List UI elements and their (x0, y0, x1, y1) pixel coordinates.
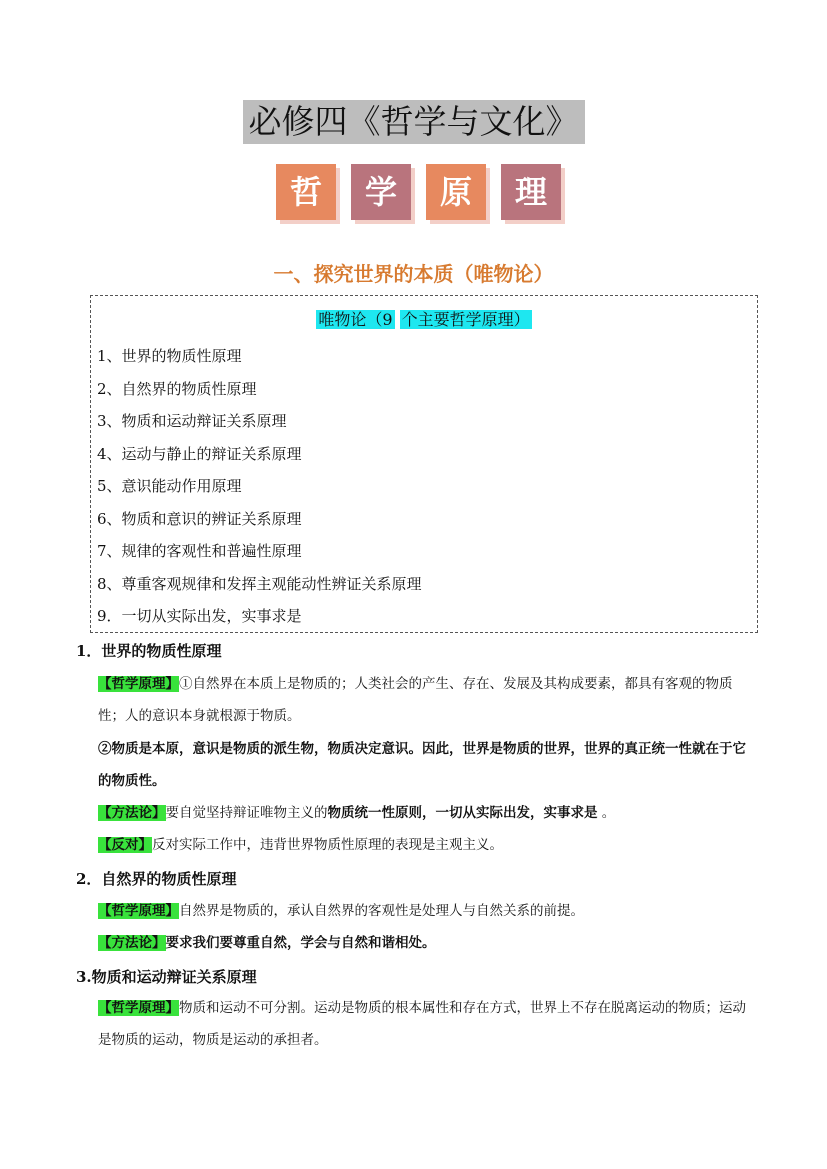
tag-label: 【方法论】 (98, 935, 166, 951)
principles-box (90, 295, 758, 633)
document-title: 必修四《哲学与文化》 (243, 100, 585, 144)
paragraph: 【哲学原理】自然界是物质的，承认自然界的客观性是处理人与自然关系的前提。 (98, 903, 584, 919)
banner-char: 哲 (276, 164, 336, 220)
banner-char: 理 (501, 164, 561, 220)
subsection-heading-1: 1．世界的物质性原理 (76, 642, 222, 660)
list-item: 5、意识能动作用原理 (97, 477, 242, 495)
paragraph: 【反对】反对实际工作中，违背世界物质性原理的表现是主观主义。 (98, 837, 503, 853)
paragraph: 【哲学原理】物质和运动不可分割。运动是物质的根本属性和存在方式，世界上不存在脱离运动的物质；运动是物质的运动，物质是运动的承担者。 (98, 1000, 746, 1048)
paragraph: ②物质是本原，意识是物质的派生物，物质决定意识。因此，世界是物质的世界，世界的真正统一性就在于它的物质性。 (98, 741, 746, 789)
list-item: 1、世界的物质性原理 (97, 347, 242, 365)
subject-banner (276, 164, 576, 226)
title-wrap (0, 100, 827, 144)
tag-label: 【方法论】 (98, 805, 166, 821)
subsection-heading-3: 3.物质和运动辩证关系原理 (76, 968, 257, 986)
list-item: 4、运动与静止的辩证关系原理 (97, 444, 302, 463)
list-item: 3、物质和运动辩证关系原理 (97, 412, 287, 430)
tag-label: 【哲学原理】 (98, 676, 179, 692)
paragraph: 【方法论】要自觉坚持辩证唯物主义的物质统一性原则，一切从实际出发，实事求是 。 (98, 805, 616, 821)
banner-char: 原 (426, 164, 486, 220)
principles-list (97, 346, 422, 639)
subsection-heading-2: 2．自然界的物质性原理 (76, 870, 237, 888)
tag-label: 【哲学原理】 (98, 903, 179, 919)
list-item: 2、自然界的物质性原理 (97, 379, 257, 398)
banner-char: 学 (351, 164, 411, 220)
section-heading: 一、探究世界的本质（唯物论） (273, 262, 554, 286)
paragraph: 【方法论】要求我们要尊重自然，学会与自然和谐相处。 (98, 935, 436, 951)
list-item: 8、尊重客观规律和发挥主观能动性辨证关系原理 (97, 574, 422, 593)
paragraph: 【哲学原理】①自然界在本质上是物质的；人类社会的产生、存在、发展及其构成要素，都具有客观的物质性；人的意识本身就根源于物质。 (98, 676, 733, 724)
tag-label: 【哲学原理】 (98, 1000, 179, 1016)
list-item: 9．一切从实际出发，实事求是 (97, 607, 302, 625)
tag-label: 【反对】 (98, 837, 152, 853)
principles-box-title: 唯物论（9 个主要哲学原理） (318, 310, 530, 329)
list-item: 7、规律的客观性和普遍性原理 (97, 542, 302, 560)
list-item: 6、物质和意识的辨证关系原理 (97, 509, 302, 528)
